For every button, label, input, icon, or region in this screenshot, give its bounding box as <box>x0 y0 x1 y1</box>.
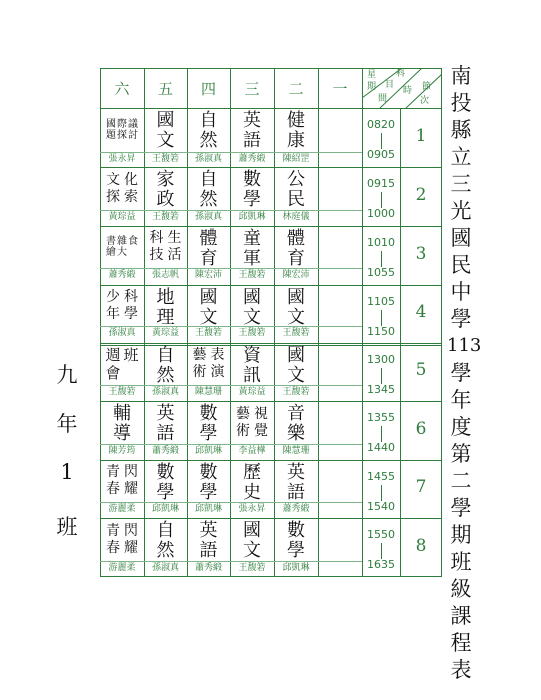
teacher-name: 王馥箬 <box>194 328 222 338</box>
subject-char: 學 <box>287 540 305 561</box>
teacher-name: 王馥箬 <box>108 387 136 397</box>
subject-char: 數 <box>243 169 261 190</box>
title-char: 投 <box>450 91 472 115</box>
teacher-name: 孫淑真 <box>194 212 222 222</box>
subject-char: 史 <box>243 482 261 503</box>
subject-char: 科 <box>124 288 138 305</box>
period-end-time: 1055 <box>367 266 395 279</box>
subject-char: 年 <box>106 305 120 322</box>
teacher-name: 陳慧珊 <box>282 446 310 456</box>
period-number: 2 <box>415 184 427 205</box>
subject-char: 文 <box>287 307 305 328</box>
title-char: 立 <box>450 145 472 169</box>
teacher-name: 蕭秀緞 <box>238 154 266 164</box>
period-end-time: 1345 <box>367 383 395 396</box>
teacher-name: 陳宏沛 <box>282 270 310 280</box>
teacher-name: 張志帆 <box>151 270 179 280</box>
time-separator <box>381 485 382 501</box>
title-char: 課 <box>450 604 472 628</box>
teacher-name: 孫淑真 <box>151 563 179 573</box>
subject-char: 資 <box>243 345 261 366</box>
period-end-time: 1635 <box>367 558 395 571</box>
subject-char: 文 <box>106 171 120 188</box>
header-corner-label: 期 <box>367 82 377 92</box>
period-start-time: 1455 <box>367 470 395 483</box>
subject-char: 語 <box>199 540 218 561</box>
subject-char: 學 <box>156 482 175 503</box>
period-end-time: 1440 <box>367 441 395 454</box>
period-end-time: 1150 <box>367 325 395 338</box>
subject-char: 書 <box>106 236 116 247</box>
subject-char: 表 <box>210 347 225 363</box>
title-char: 度 <box>450 415 472 439</box>
subject-char: 國 <box>287 287 305 308</box>
subject-char: 自 <box>156 520 175 541</box>
subject-char: 討 <box>128 130 138 141</box>
subject-char: 然 <box>199 189 218 210</box>
time-separator <box>381 426 382 442</box>
subject-char: 體 <box>287 228 305 249</box>
subject-char: 歷 <box>243 462 261 483</box>
subject-char: 學 <box>124 305 138 322</box>
subject-char: 視 <box>254 405 268 422</box>
period-number: 6 <box>415 418 427 439</box>
subject-char: 青 <box>106 464 120 480</box>
subject-char: 語 <box>243 130 261 151</box>
teacher-name: 黃琮益 <box>108 212 136 222</box>
title-char: 三 <box>450 172 472 196</box>
subject-char: 育 <box>199 248 218 269</box>
period-number: 8 <box>415 535 427 556</box>
title-char: 中 <box>450 280 472 304</box>
subject-char: 閃 <box>124 464 138 480</box>
time-separator <box>381 310 382 326</box>
teacher-name: 張永昇 <box>238 504 266 514</box>
subject-char: 學 <box>199 482 218 503</box>
teacher-name: 孫淑真 <box>194 154 222 164</box>
title-char: 年 <box>450 388 472 412</box>
subject-char: 文 <box>243 307 261 328</box>
subject-char: 自 <box>156 345 175 366</box>
teacher-name: 張永昇 <box>108 154 136 164</box>
subject-char: 地 <box>156 287 175 308</box>
teacher-name: 孫淑真 <box>151 387 179 397</box>
subject-char: 語 <box>156 423 175 444</box>
title-char: 學 <box>450 496 472 520</box>
subject-char: 國 <box>243 287 261 308</box>
teacher-name: 邱凱琳 <box>151 504 179 514</box>
period-start-time: 1010 <box>367 236 395 249</box>
header-corner-label: 節 <box>422 82 432 92</box>
row-divider <box>100 285 442 286</box>
subject-char: 康 <box>287 130 305 151</box>
period-number: 7 <box>415 477 427 497</box>
subject-char: 數 <box>199 403 218 424</box>
column-divider <box>362 68 363 577</box>
subject-char: 英 <box>199 520 218 541</box>
teacher-name: 游麗柔 <box>108 563 136 573</box>
subject-char: 化 <box>124 171 138 188</box>
subject-char: 耀 <box>124 481 138 497</box>
subject-char: 國 <box>156 110 175 131</box>
subject-char: 學 <box>243 189 261 210</box>
subject-char: 理 <box>156 307 175 328</box>
subject-char: 少 <box>106 288 120 305</box>
subject-char: 週 <box>105 346 121 364</box>
title-char: 二 <box>450 469 472 493</box>
subject-char: 政 <box>156 189 175 210</box>
period-start-time: 1550 <box>367 528 395 541</box>
teacher-divider <box>100 152 362 153</box>
period-number: 1 <box>415 125 427 146</box>
row-divider <box>100 108 442 109</box>
subject-char: 術 <box>236 422 250 439</box>
title-char: 程 <box>450 631 472 655</box>
teacher-name: 陳慧珊 <box>194 387 222 397</box>
day-header: 一 <box>332 80 348 98</box>
period-number: 5 <box>415 360 427 380</box>
day-header: 二 <box>288 80 304 98</box>
time-separator <box>381 251 382 267</box>
title-char: 縣 <box>450 118 472 142</box>
subject-char: 國 <box>287 345 305 366</box>
teacher-name: 陳芳筠 <box>108 446 136 456</box>
teacher-name: 邱凱琳 <box>282 563 310 573</box>
title-char: 表 <box>450 658 472 682</box>
teacher-divider <box>100 561 362 562</box>
subject-char: 民 <box>287 189 305 210</box>
period-end-time: 0905 <box>367 148 395 161</box>
subject-char: 繪 <box>106 247 116 258</box>
subject-char: 樂 <box>287 423 305 444</box>
header-diagonal <box>362 68 402 98</box>
subject-char: 體 <box>199 228 218 249</box>
period-end-time: 1000 <box>367 207 395 220</box>
class-label-char: 年 <box>56 412 78 436</box>
header-corner-label: 間 <box>378 94 388 104</box>
row-divider <box>100 460 442 461</box>
teacher-name: 陳紹罡 <box>282 154 310 164</box>
subject-char: 耀 <box>124 539 138 556</box>
day-header: 五 <box>157 80 173 98</box>
teacher-name: 李益樺 <box>238 446 266 456</box>
period-end-time: 1540 <box>367 500 395 513</box>
subject-char: 健 <box>287 110 305 131</box>
time-separator <box>381 133 382 149</box>
subject-char: 數 <box>156 462 175 483</box>
day-header: 四 <box>200 80 216 98</box>
header-corner-label: 目 <box>385 80 395 90</box>
period-start-time: 0820 <box>367 118 395 131</box>
teacher-name: 王馥箬 <box>282 387 310 397</box>
teacher-name: 黃琮益 <box>238 387 266 397</box>
subject-char: 育 <box>287 248 305 269</box>
teacher-name: 游麗柔 <box>108 504 136 514</box>
title-char: 113 <box>447 335 482 356</box>
subject-char: 活 <box>167 247 182 263</box>
title-char: 民 <box>450 253 472 277</box>
subject-char: 數 <box>287 520 305 541</box>
teacher-name: 王馥箬 <box>151 212 179 222</box>
column-divider <box>318 68 319 577</box>
subject-char: 然 <box>199 130 218 151</box>
period-number: 3 <box>415 243 427 264</box>
subject-char: 術 <box>192 364 207 380</box>
subject-char: 班 <box>123 346 139 364</box>
subject-char: 題 <box>106 130 116 141</box>
subject-char: 導 <box>113 423 131 444</box>
subject-char: 訊 <box>243 365 261 386</box>
title-char: 國 <box>450 226 472 250</box>
teacher-divider <box>100 444 362 445</box>
subject-char: 青 <box>106 522 120 539</box>
teacher-name: 黃琮益 <box>151 328 179 338</box>
teacher-name: 蕭秀緞 <box>151 446 179 456</box>
header-corner-label: 科 <box>396 69 406 79</box>
subject-char: 文 <box>287 365 305 386</box>
subject-char: 數 <box>199 462 218 483</box>
teacher-name: 蕭秀緞 <box>108 270 136 280</box>
teacher-name: 林庭儀 <box>282 212 310 222</box>
row-divider <box>100 343 442 344</box>
subject-char: 生 <box>167 230 182 246</box>
subject-char: 探 <box>106 188 120 205</box>
subject-char: 然 <box>156 365 175 386</box>
subject-char: 英 <box>243 110 261 131</box>
subject-char: 探 <box>117 130 127 141</box>
class-label-char: 九 <box>56 363 78 387</box>
teacher-name: 蕭秀緞 <box>282 504 310 514</box>
class-label-char: 1 <box>60 460 74 484</box>
subject-char: 國 <box>199 287 218 308</box>
subject-char: 文 <box>243 540 261 561</box>
teacher-name: 王馥箬 <box>238 328 266 338</box>
title-char: 南 <box>450 64 472 88</box>
teacher-name: 王馥箬 <box>151 154 179 164</box>
class-label-char: 班 <box>56 515 78 539</box>
time-separator <box>381 192 382 208</box>
subject-char: 童 <box>243 228 261 249</box>
subject-char: 國 <box>106 119 116 130</box>
title-char: 第 <box>450 442 472 466</box>
teacher-name: 孫淑真 <box>108 328 136 338</box>
subject-char: 自 <box>199 169 218 190</box>
subject-char: 英 <box>156 403 175 424</box>
header-diagonal <box>380 68 422 108</box>
subject-char: 食 <box>128 236 138 247</box>
subject-char: 春 <box>106 539 120 556</box>
time-separator <box>381 543 382 559</box>
teacher-divider <box>100 210 362 211</box>
title-char: 光 <box>450 199 472 223</box>
title-char: 期 <box>450 523 472 547</box>
subject-char: 音 <box>287 403 305 424</box>
subject-char: 科 <box>149 230 164 246</box>
header-diagonal <box>406 74 442 108</box>
subject-char: 技 <box>149 247 164 263</box>
subject-char: 藝 <box>192 347 207 363</box>
subject-char: 英 <box>287 462 305 483</box>
teacher-name: 王馥箬 <box>238 563 266 573</box>
period-start-time: 1300 <box>367 353 395 366</box>
title-char: 學 <box>450 361 472 385</box>
title-char: 學 <box>450 307 472 331</box>
subject-char: 雜 <box>117 236 127 247</box>
header-corner-label: 次 <box>420 96 430 106</box>
subject-char: 會 <box>105 364 121 382</box>
subject-char: 覺 <box>254 422 268 439</box>
title-char: 級 <box>450 577 472 601</box>
subject-char: 文 <box>199 307 218 328</box>
subject-char: 春 <box>106 481 120 497</box>
teacher-name: 邱凱琳 <box>194 446 222 456</box>
header-corner-label: 星 <box>367 70 377 80</box>
teacher-name: 王馥箬 <box>282 328 310 338</box>
subject-char: 議 <box>128 119 138 130</box>
subject-char: 藝 <box>236 405 250 422</box>
day-header: 三 <box>244 80 260 98</box>
row-divider <box>100 518 442 519</box>
subject-char: 國 <box>243 520 261 541</box>
subject-char: 輔 <box>113 403 131 424</box>
subject-char: 索 <box>124 188 138 205</box>
subject-char: 學 <box>199 423 218 444</box>
subject-char: 軍 <box>243 248 261 269</box>
column-divider <box>400 108 401 577</box>
title-char: 班 <box>450 550 472 574</box>
subject-char: 然 <box>156 540 175 561</box>
teacher-name: 邱凱琳 <box>194 504 222 514</box>
subject-char: 際 <box>117 119 127 130</box>
subject-char: 演 <box>210 364 225 380</box>
header-diagonal-lines <box>362 68 442 108</box>
time-separator <box>381 368 382 384</box>
teacher-name: 陳宏沛 <box>194 270 222 280</box>
period-start-time: 0915 <box>367 177 395 190</box>
subject-char: 語 <box>287 482 305 503</box>
day-header: 六 <box>114 80 130 98</box>
subject-char: 大 <box>117 247 127 258</box>
row-divider <box>100 226 442 227</box>
subject-char: 自 <box>199 110 218 131</box>
teacher-name: 邱凱琳 <box>238 212 266 222</box>
subject-char: 家 <box>156 169 175 190</box>
teacher-name: 蕭秀緞 <box>194 563 222 573</box>
row-divider <box>100 167 442 168</box>
teacher-name: 王馥箬 <box>238 270 266 280</box>
subject-char: 文 <box>156 130 175 151</box>
header-corner-label: 時 <box>403 86 413 96</box>
period-start-time: 1105 <box>367 295 395 308</box>
subject-char: 閃 <box>124 522 138 539</box>
subject-char: 公 <box>287 169 305 190</box>
period-number: 4 <box>415 302 427 322</box>
row-divider <box>100 401 442 402</box>
period-start-time: 1355 <box>367 411 395 424</box>
